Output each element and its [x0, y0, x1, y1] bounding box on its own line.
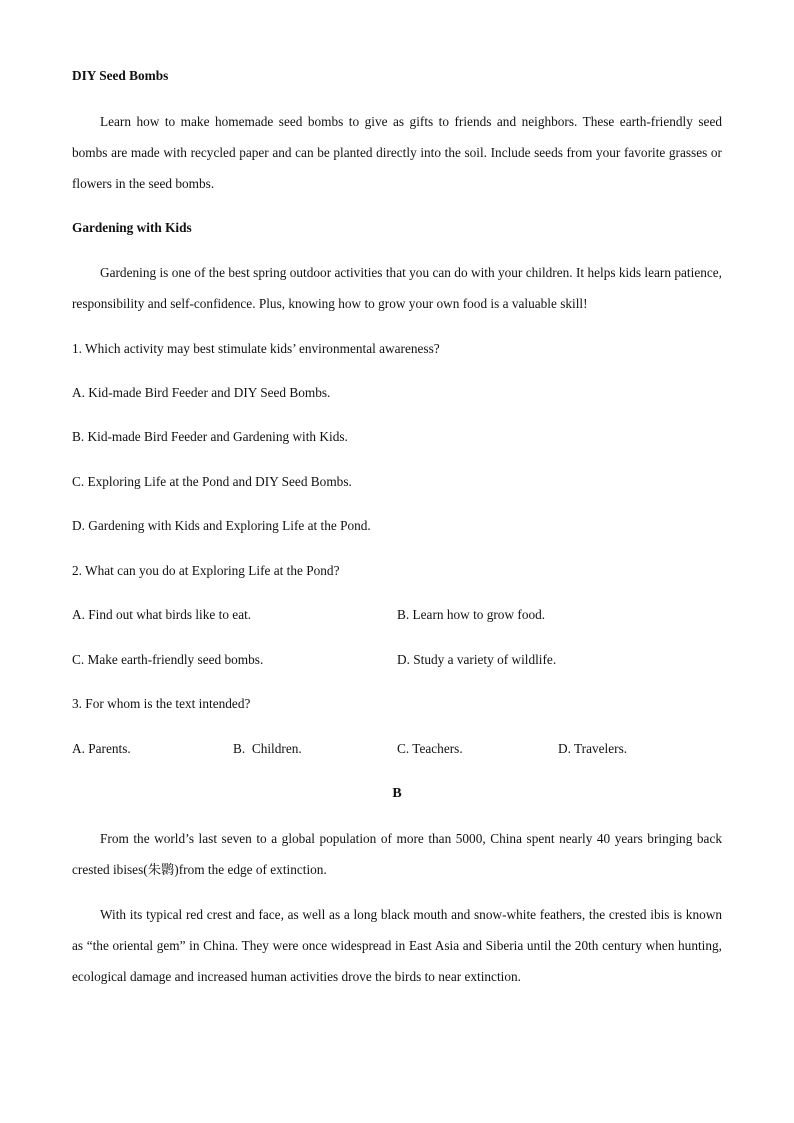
- section-heading-gardening-with-kids: Gardening with Kids: [72, 220, 192, 235]
- question-1-option-c: C. Exploring Life at the Pond and DIY Seed Bombs.: [72, 474, 352, 489]
- part-b-paragraph-1: From the world’s last seven to a global population of more than 5000, China spent nearly 40 years bringing back crested ibises(朱鹮)from the edge of extinction.: [72, 831, 722, 877]
- question-3-stem: 3. For whom is the text intended?: [72, 696, 251, 711]
- question-1-stem: 1. Which activity may best stimulate kids’ environmental awareness?: [72, 341, 440, 356]
- question-3-option-d: D. Travelers.: [558, 741, 628, 756]
- question-3-option-b: B. Children.: [233, 741, 302, 756]
- section-heading-diy-seed-bombs: DIY Seed Bombs: [72, 68, 169, 83]
- question-1-option-a: A. Kid-made Bird Feeder and DIY Seed Bombs.: [72, 385, 331, 400]
- part-b-label: B: [392, 786, 402, 801]
- part-b-paragraph-2: With its typical red crest and face, as well as a long black mouth and snow-white feathers, the crested ibis is known as “the oriental gem” in China. They were once widespread in East Asia and Siberia until the 20th century when hunting, ecological damage and increased human activities drove the birds to near extinction.: [72, 907, 722, 984]
- question-2-option-c: C. Make earth-friendly seed bombs.: [72, 652, 264, 667]
- question-2-option-d: D. Study a variety of wildlife.: [397, 652, 557, 667]
- section-paragraph-diy-seed-bombs: Learn how to make homemade seed bombs to give as gifts to friends and neighbors. These earth-friendly seed bombs are made with recycled paper and can be planted directly into the soil. Include seeds from your favorite grasses or flowers in the seed bombs.: [72, 114, 722, 191]
- question-2-option-b: B. Learn how to grow food.: [397, 607, 546, 622]
- question-2-stem: 2. What can you do at Exploring Life at the Pond?: [72, 563, 340, 578]
- section-paragraph-gardening-with-kids: Gardening is one of the best spring outdoor activities that you can do with your children. It helps kids learn patience, responsibility and self-confidence. Plus, knowing how to grow your own food is a valuable skill!: [72, 265, 722, 311]
- question-3-option-a: A. Parents.: [72, 741, 131, 756]
- question-3-option-c: C. Teachers.: [397, 741, 463, 756]
- question-1-option-d: D. Gardening with Kids and Exploring Life at the Pond.: [72, 518, 371, 533]
- question-1-option-b: B. Kid-made Bird Feeder and Gardening with Kids.: [72, 429, 348, 444]
- question-2-option-a: A. Find out what birds like to eat.: [72, 607, 252, 622]
